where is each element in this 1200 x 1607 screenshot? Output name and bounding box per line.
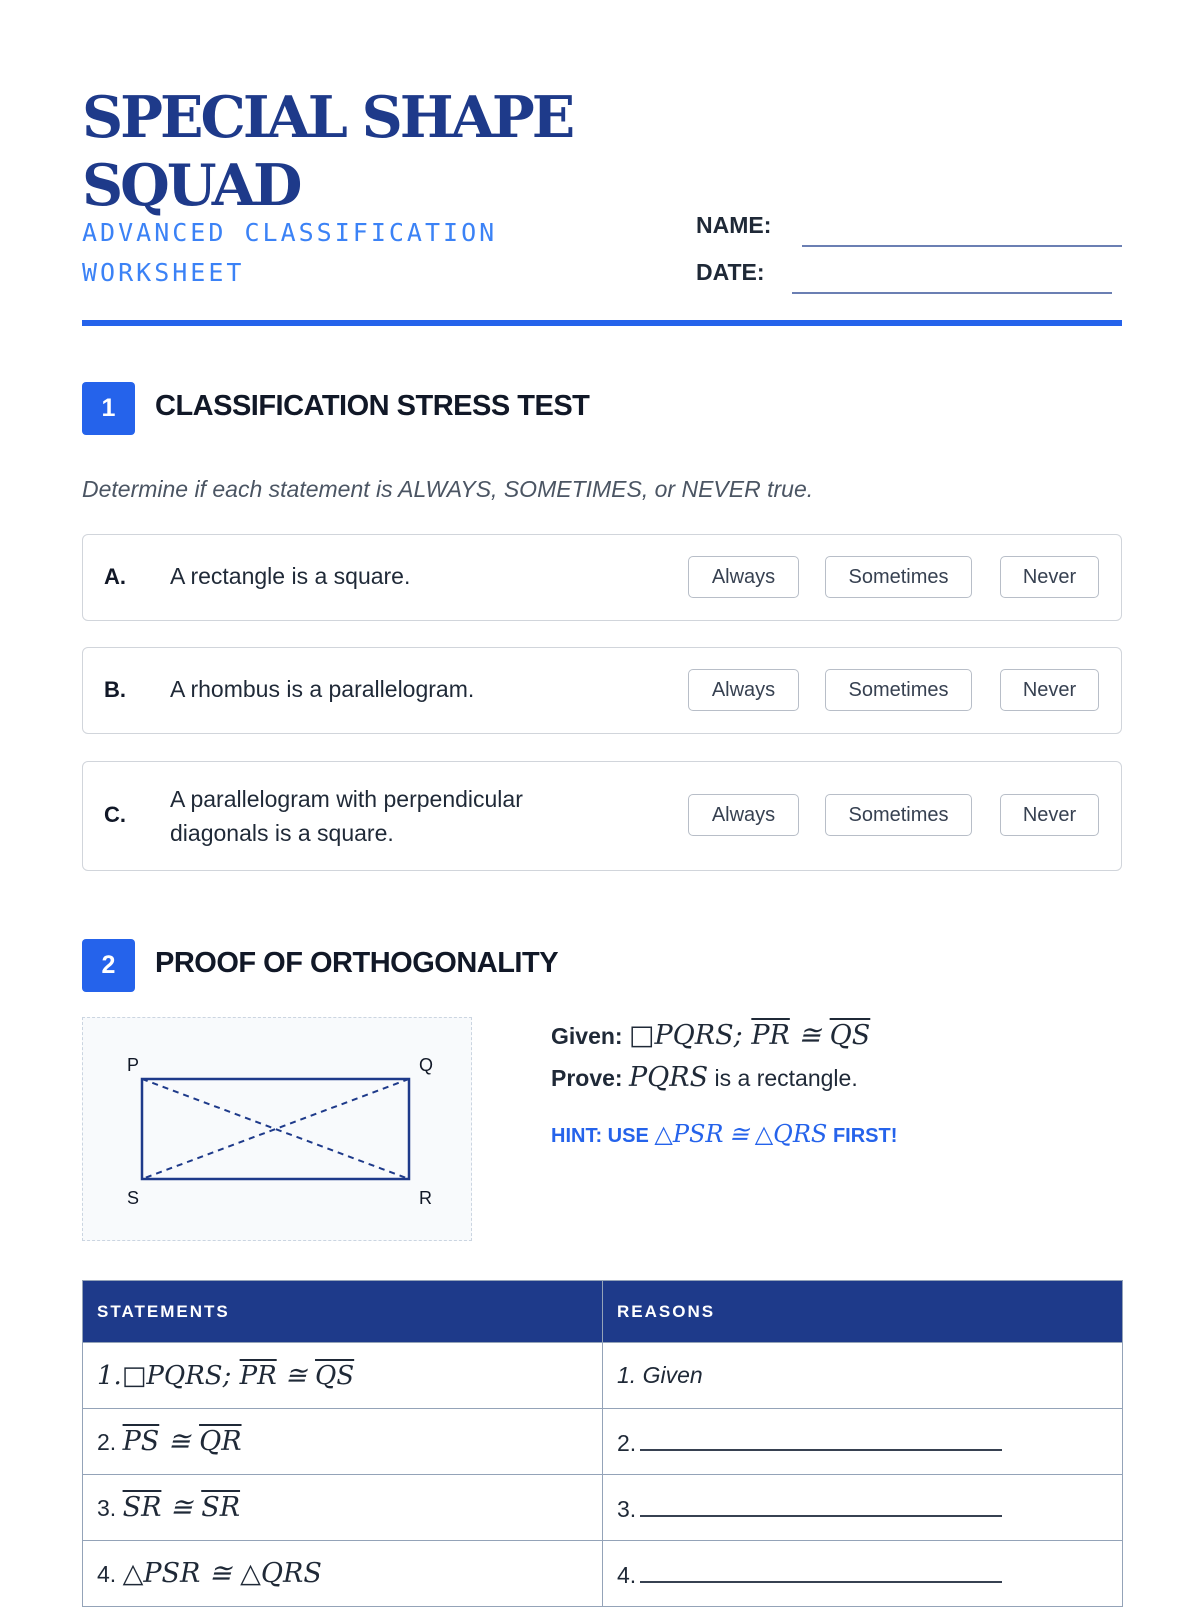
vertex-label-r: R <box>419 1188 432 1208</box>
vertex-label-p: P <box>127 1055 140 1075</box>
table-row <box>83 1409 1123 1475</box>
question-text: A rectangle is a square. <box>170 563 411 589</box>
section-1-title: CLASSIFICATION STRESS TEST <box>155 390 590 422</box>
option-sometimes-button[interactable]: Sometimes <box>825 556 972 598</box>
prove-math: PQRS <box>628 1062 709 1093</box>
question-letter: A. <box>104 564 126 589</box>
question-letter: C. <box>104 802 126 827</box>
option-always-button[interactable]: Always <box>688 669 799 711</box>
option-never-button[interactable]: Never <box>1000 556 1099 598</box>
given-math: □PQRS; $\overline{PR}$ ≅ $\overline{QS}$ <box>628 1020 871 1051</box>
name-label: NAME: <box>696 212 772 238</box>
statement-cell: 1.□PQRS; $\overline{PR}$ ≅ $\overline{QS}$ <box>83 1343 603 1409</box>
table-row <box>83 1343 1123 1409</box>
header-divider <box>82 320 1122 326</box>
section-1-instructions: Determine if each statement is ALWAYS, SOMETIMES, or NEVER true. <box>82 476 814 502</box>
option-always-button[interactable]: Always <box>688 556 799 598</box>
question-text: A rhombus is a parallelogram. <box>170 676 475 702</box>
option-never-button[interactable]: Never <box>1000 794 1099 836</box>
worksheet-title: SPECIAL SHAPE SQUAD <box>82 84 573 219</box>
rectangle-diagram <box>82 1017 472 1241</box>
section-2-badge: 2 <box>82 939 135 992</box>
worksheet-page <box>82 0 1122 1600</box>
prove-text: is a rectangle. <box>714 1065 858 1091</box>
option-sometimes-button[interactable]: Sometimes <box>825 794 972 836</box>
table-header-row <box>83 1281 1123 1343</box>
option-never-button[interactable]: Never <box>1000 669 1099 711</box>
table-row <box>83 1541 1123 1607</box>
vertex-label-q: Q <box>419 1055 434 1075</box>
given-statement <box>551 1020 870 1051</box>
statement-cell: 4. △PSR ≅ △QRS <box>83 1541 603 1607</box>
table-row <box>83 1475 1123 1541</box>
reasons-header: REASONS <box>603 1281 1123 1343</box>
date-field[interactable] <box>792 292 1112 294</box>
question-card-c <box>82 761 1122 871</box>
question-card-a <box>82 534 1122 621</box>
prove-statement <box>551 1062 858 1093</box>
proof-hint: HINT: USE △PSR ≅ △QRS FIRST! <box>551 1120 898 1148</box>
reason-cell[interactable]: 3. <box>603 1475 1123 1541</box>
section-1-badge: 1 <box>82 382 135 435</box>
date-label: DATE: <box>696 259 765 285</box>
reason-blank[interactable] <box>640 1427 1002 1451</box>
question-card-b <box>82 647 1122 734</box>
worksheet-subtitle: ADVANCED CLASSIFICATION WORKSHEET <box>82 218 498 287</box>
name-field[interactable] <box>802 245 1122 247</box>
rectangle-pqrs-figure <box>83 1018 471 1240</box>
reason-blank[interactable] <box>640 1493 1002 1517</box>
given-label: Given: <box>551 1023 623 1049</box>
question-letter: B. <box>104 677 126 702</box>
reason-cell[interactable]: 4. <box>603 1541 1123 1607</box>
option-always-button[interactable]: Always <box>688 794 799 836</box>
question-text: A parallelogram with perpendicular diagonals is a square. <box>170 786 523 846</box>
statement-cell: 2. $\overline{PS}$ ≅ $\overline{QR}$ <box>83 1409 603 1475</box>
statements-header: STATEMENTS <box>83 1281 603 1343</box>
vertex-label-s: S <box>127 1188 140 1208</box>
proof-table <box>82 1280 1123 1607</box>
statement-cell: 3. $\overline{SR}$ ≅ $\overline{SR}$ <box>83 1475 603 1541</box>
reason-cell[interactable]: 2. <box>603 1409 1123 1475</box>
reason-cell: 1. Given <box>603 1343 1123 1409</box>
reason-blank[interactable] <box>640 1559 1002 1583</box>
section-2-title: PROOF OF ORTHOGONALITY <box>155 947 559 979</box>
prove-label: Prove: <box>551 1065 623 1091</box>
option-sometimes-button[interactable]: Sometimes <box>825 669 972 711</box>
